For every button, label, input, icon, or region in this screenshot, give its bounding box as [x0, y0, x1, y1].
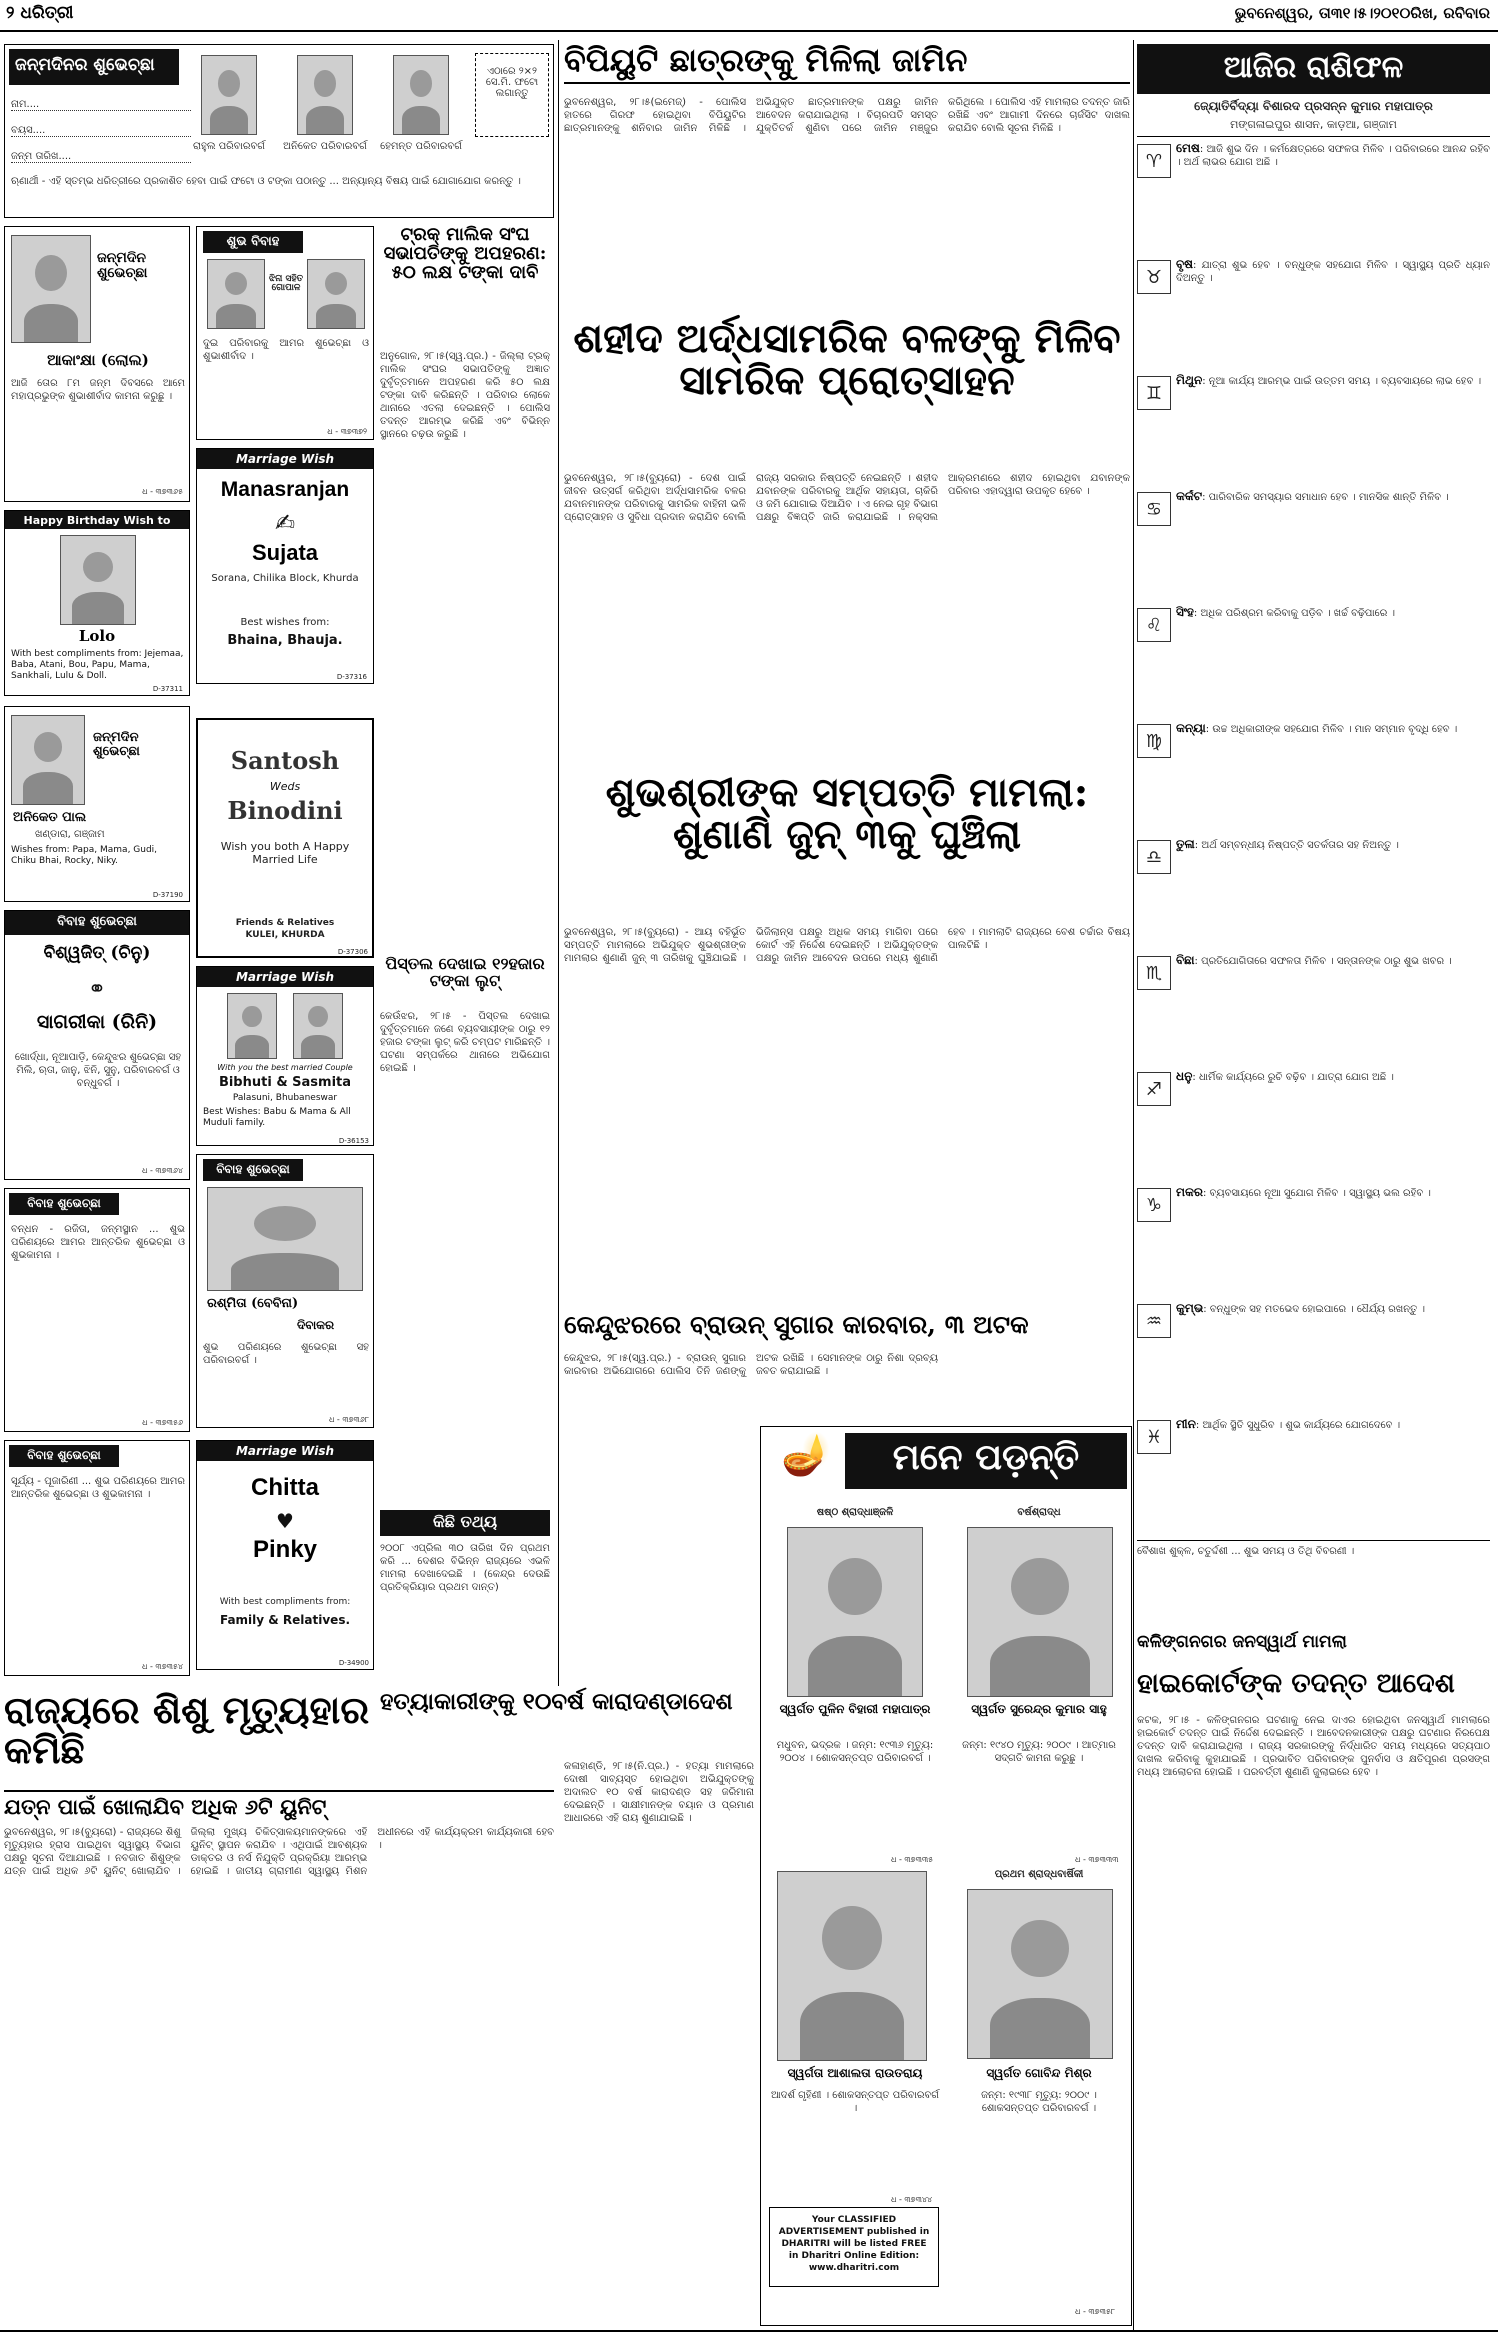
- sign-name: ତୁଳା: [1176, 838, 1195, 851]
- ad-biswajit: [4, 910, 190, 1180]
- ad-rashmita: [196, 1154, 374, 1428]
- kid-caption-2: ଅନିକେତ ପରିବାରବର୍ଗ: [283, 141, 367, 152]
- kid-caption-1: ରାହୁଲ ପରିବାରବର୍ଗ: [193, 141, 265, 152]
- sign-text: ନୂଆ କାର୍ଯ୍ୟ ଆରମ୍ଭ ପାଇଁ ଉତ୍ତମ ସମୟ । ବ୍ୟବସାୟରେ ଲାଭ ହେବ ।: [1208, 376, 1482, 387]
- chitta-from: Family & Relatives.: [219, 1613, 351, 1627]
- zodiac-icon: ♈: [1137, 144, 1171, 178]
- manas-from: Bhaina, Bhauja.: [227, 633, 343, 648]
- ad-wedding-3: [4, 1440, 190, 1676]
- murder-headline: ହତ୍ୟାକାରୀଙ୍କୁ ୧୦ବର୍ଷ କାରାଦଣ୍ଡାଦେଶ: [380, 1688, 733, 1715]
- horoscope-sign: ♑ ମକର: ବ୍ୟବସାୟରେ ନୂଆ ସୁଯୋଗ ମିଳିବ । ସ୍ୱାସ୍ଥ୍ୟ ଭଲ ରହିବ ।: [1137, 1186, 1490, 1296]
- rule-col-2: [1133, 40, 1134, 2330]
- chitta-banner: Marriage Wish: [197, 1441, 373, 1461]
- child-subhead: ଯତ୍ନ ପାଇଁ ଖୋଲାଯିବ ଅଧିକ ୬ଟି ୟୁନିଟ୍: [4, 1790, 554, 1818]
- obit-code-4: ଧ - ୩୭୩୫୮: [1075, 2307, 1116, 2316]
- wedding3-title: ବିବାହ ଶୁଭେଚ୍ଛା: [9, 1445, 119, 1467]
- shahid-headline: ଶହୀଦ ଅର୍ଦ୍ଧସାମରିକ ବଳଙ୍କୁ ମିଳିବ ସାମରିକ ପ୍ରୋତ୍ସାହନ: [573, 315, 1121, 404]
- horoscope-sign: ♈ ମେଷ: ଆଜି ଶୁଭ ଦିନ । କର୍ମକ୍ଷେତ୍ରରେ ସଫଳତା ମିଳିବ । ପରିବାରରେ ଆନନ୍ଦ ରହିବ । ଅର୍ଥ ଲାଭର ଯୋଗ ଅଛି ।: [1137, 142, 1490, 252]
- obit-label-4: ପ୍ରଥମ ଶ୍ରାଦ୍ଧବାର୍ଷିକୀ: [994, 1869, 1084, 1880]
- page-number: ୨ ଧରିତ୍ରୀ: [6, 3, 74, 23]
- page-header: [0, 0, 1498, 32]
- ad-wedding-2: [4, 1188, 190, 1432]
- bibhuti-wish: With you the best married Couple: [217, 1063, 353, 1072]
- obit-name-4: ସ୍ୱର୍ଗତ ଗୋବିନ୍ଦ ମିଶ୍ର: [986, 2066, 1092, 2080]
- facts-headline: କିଛି ତଥ୍ୟ: [380, 1510, 550, 1536]
- biswajit-body: ଖୋର୍ଦ୍ଧା, ନୂଆପାଡ଼ି, କେନ୍ଦୁଝର ଶୁଭେଚ୍ଛା ସହ ମିଲି, ଋତା, ଜାନୁ, ଝିନି, ସୁନୁ, ପରିବାରବର୍ଗ ଓ ବନ୍ଧୁବର୍ଗ ।: [14, 1052, 182, 1089]
- rashmita-body: ଶୁଭ ପରିଣୟରେ ଶୁଭେଚ୍ଛା ସହ ପରିବାରବର୍ଗ ।: [203, 1342, 369, 1366]
- shubha-title: ଶୁଭ ବିବାହ: [203, 231, 303, 253]
- horoscope-sign: ♓ ମୀନ: ଆର୍ଥିକ ସ୍ଥିତି ସୁଧୁରିବ । ଶୁଭ କାର୍ଯ୍ୟରେ ଯୋଗଦେବେ ।: [1137, 1418, 1490, 1528]
- horoscope-sign: ♊ ମିଥୁନ: ନୂଆ କାର୍ଯ୍ୟ ଆରମ୍ଭ ପାଇଁ ଉତ୍ତମ ସମୟ । ବ୍ୟବସାୟରେ ଲାଭ ହେବ ।: [1137, 374, 1490, 484]
- form-title: ଜନ୍ମଦିନର ଶୁଭେଚ୍ଛା: [9, 49, 179, 85]
- horoscope-sign: ♒ କୁମ୍ଭ: ବନ୍ଧୁଙ୍କ ସହ ମତଭେଦ ହୋଇପାରେ । ଧୈର୍ଯ୍ୟ ରଖନ୍ତୁ ।: [1137, 1302, 1490, 1412]
- diya-icon: 🪔: [781, 1432, 831, 1478]
- aniket-code: D-37190: [152, 891, 183, 899]
- horoscope-sign: ♌ ସିଂହ: ଅଧିକ ପରିଶ୍ରମ କରିବାକୁ ପଡ଼ିବ । ଖର୍ଚ୍ଚ ବଢ଼ିପାରେ ।: [1137, 606, 1490, 716]
- santosh-wish: Wish you both A Happy Married Life: [220, 840, 350, 866]
- aniket-body: Wishes from: Papa, Mama, Gudi, Chiku Bhai, Rocky, Niky.: [11, 845, 158, 866]
- obit-photo-3: [777, 1871, 927, 2061]
- sign-name: କୁମ୍ଭ: [1176, 1302, 1204, 1315]
- zodiac-icon: ♒: [1137, 1304, 1171, 1338]
- rule-col-1: [558, 40, 559, 1686]
- horoscope-sign: ♋ କର୍କଟ: ପାରିବାରିକ ସମସ୍ୟାର ସମାଧାନ ହେବ । ମାନସିକ ଶାନ୍ତି ମିଳିବ ।: [1137, 490, 1490, 600]
- biswajit-groom: ବିଶ୍ୱଜିତ୍ (ଚିନୁ): [43, 943, 151, 963]
- obit-details-4: ଜନ୍ମ: ୧୯୩୮ ମୃତ୍ୟୁ: ୨୦୦୯ । ଶୋକସନ୍ତପ୍ତ ପରିବାରବର୍ଗ ।: [981, 2090, 1097, 2114]
- obituary-title: ମନେ ପଡ଼ନ୍ତି: [845, 1433, 1127, 1489]
- shubha-weds: ଝିନା ସହିତ ଗୋପାଳ: [268, 274, 303, 294]
- aniket-photo: [11, 715, 85, 805]
- obit-code-3: ଧ - ୩୭୩୪୪: [891, 2195, 933, 2204]
- wedding2-body: ବନ୍ଧନ - ରଜିତା, ଜନ୍ମସ୍ଥାନ ... ଶୁଭ ପରିଣୟରେ ଆମର ଆନ୍ତରିକ ଶୁଭେଚ୍ଛା ଓ ଶୁଭକାମନା ।: [11, 1224, 185, 1261]
- sign-text: ଅଧିକ ପରିଶ୍ରମ କରିବାକୁ ପଡ଼ିବ । ଖର୍ଚ୍ଚ ବଢ଼ିପାରେ ।: [1200, 608, 1395, 619]
- ad-aniket: [4, 706, 190, 902]
- zodiac-icon: ♊: [1137, 376, 1171, 410]
- zodiac-icon: ♎: [1137, 840, 1171, 874]
- lolo-code: D-37311: [152, 685, 183, 693]
- obit-details-2: ଜନ୍ମ: ୧୯୪୦ ମୃତ୍ୟୁ: ୨୦୦୯ । ଆତ୍ମାର ସଦ୍ଗତି କାମନା କରୁଛୁ ।: [962, 1740, 1116, 1764]
- sign-name: ମେଷ: [1176, 142, 1200, 155]
- horoscope-sign: ♍ କନ୍ୟା: ଉଚ୍ଚ ଅଧିକାରୀଙ୍କ ସହଯୋଗ ମିଳିବ । ମାନ ସମ୍ମାନ ବୃଦ୍ଧି ହେବ ।: [1137, 722, 1490, 832]
- sign-text: ଯାତ୍ରା ଶୁଭ ହେବ । ବନ୍ଧୁଙ୍କ ସହଯୋଗ ମିଳିବ । ସ୍ୱାସ୍ଥ୍ୟ ପ୍ରତି ଧ୍ୟାନ ଦିଅନ୍ତୁ ।: [1176, 260, 1490, 284]
- couple-icon: ♥: [276, 1509, 294, 1533]
- sign-text: ଉଚ୍ଚ ଅଧିକାରୀଙ୍କ ସହଯୋଗ ମିଳିବ । ମାନ ସମ୍ମାନ ବୃଦ୍ଧି ହେବ ।: [1212, 724, 1458, 735]
- akanksha-title: ଜନ୍ମଦିନ ଶୁଭେଚ୍ଛା: [97, 250, 148, 281]
- shubhashree-body: ଭୁବନେଶ୍ୱର, ୨୮।୫(ବ୍ୟୁରୋ) - ଆୟ ବହିର୍ଭୂତ ସମ୍ପତ୍ତି ମାମଲାରେ ଅଭିଯୁକ୍ତ ଶୁଭଶ୍ରୀଙ୍କ ମାମଲାର ଶୁଣାଣି ଜୁନ୍ ୩ ତାରିଖକୁ ଘୁଞ୍ଚିଯାଇଛି । ଭିଜିଲାନ୍ସ ପକ୍ଷରୁ ଅଧିକ ସମୟ ମାଗିବା ପରେ କୋର୍ଟ ଏହି ନିର୍ଦ୍ଦେଶ ଦେଇଛନ୍ତି । ଅଭିଯୁକ୍ତଙ୍କ ପକ୍ଷରୁ ଜାମିନ ଆବେଦନ ଉପରେ ମଧ୍ୟ ଶୁଣାଣି ହେବ । ମାମଲାଟି ରାଜ୍ୟରେ ବେଶ ଚର୍ଚ୍ଚାର ବିଷୟ ପାଲଟିଛି ।: [564, 927, 1130, 964]
- obit-photo-2: [967, 1527, 1113, 1697]
- sign-text: ବ୍ୟବସାୟରେ ନୂଆ ସୁଯୋଗ ମିଳିବ । ସ୍ୱାସ୍ଥ୍ୟ ଭଲ ରହିବ ।: [1209, 1188, 1431, 1199]
- santosh-code: D-37306: [337, 948, 368, 956]
- kid-photo-2: [297, 55, 353, 135]
- sign-name: ସିଂହ: [1176, 606, 1194, 619]
- santosh-groom: Santosh: [230, 746, 340, 775]
- biswajit-bride: ସାଗରୀକା (ରିନି): [36, 1011, 158, 1033]
- rashmita-code: ଧ - ୩୭୩୬୮: [328, 1415, 369, 1424]
- handshake-icon: ✍: [274, 509, 296, 537]
- obit-code-2: ଧ - ୩୭୩୩୩: [1075, 1855, 1119, 1864]
- chitta-from-label: With best compliments from:: [219, 1597, 351, 1607]
- hc-body: କଟକ, ୨୮।୫ - କଳିଙ୍ଗନଗର ଘଟଣାକୁ ନେଇ ଦାଏର ହୋଇଥିବା ଜନସ୍ୱାର୍ଥ ମାମଲାରେ ହାଇକୋର୍ଟ ତଦନ୍ତ ପାଇଁ ନିର୍ଦ୍ଦେଶ ଦେଇଛନ୍ତି । ଆବେଦନକାରୀଙ୍କ ପକ୍ଷରୁ ଘଟଣାର ନିରପେକ୍ଷ ତଦନ୍ତ ଦାବି କରାଯାଇଥିଲା । ରାଜ୍ୟ ସରକାରଙ୍କୁ ନିର୍ଦ୍ଧାରିତ ସମୟ ମଧ୍ୟରେ ସତ୍ୟପାଠ ଦାଖଲ କରିବାକୁ କୁହାଯାଇଛି । ପ୍ରଭାବିତ ପରିବାରଙ୍କ ପୁନର୍ବାସ ଓ କ୍ଷତିପୂରଣ ପ୍ରସଙ୍ଗ ମଧ୍ୟ ଆଲୋଚନା ହୋଇଛି । ପରବର୍ତ୍ତୀ ଶୁଣାଣି ଜୁଲାଇରେ ହେବ ।: [1137, 1715, 1490, 1778]
- ad-santosh: [196, 718, 374, 958]
- rashmita-couple-photo: [207, 1187, 363, 1291]
- child-headline: ରାଜ୍ୟରେ ଶିଶୁ ମୃତ୍ୟୁହାର କମିଛି: [4, 1687, 370, 1772]
- sign-name: ବିଛା: [1176, 954, 1195, 967]
- sign-text: ବନ୍ଧୁଙ୍କ ସହ ମତଭେଦ ହୋଇପାରେ । ଧୈର୍ଯ୍ୟ ରଖନ୍ତୁ ।: [1209, 1304, 1425, 1315]
- keonjhar-headline: କେନ୍ଦୁଝରରେ ବ୍ରାଉନ୍ ସୁଗାର କାରବାର, ୩ ଅଟକ: [564, 1310, 1029, 1339]
- bput-body: ଭୁବନେଶ୍ୱର, ୨୮।୫(ଇମେଜ୍) - ପୋଲିସ ହାତରେ ଗିରଫ ହୋଇଥିବା ବିପିୟୁଟିର ଛାତ୍ରମାନଙ୍କୁ ଶନିବାର ଜାମିନ ମିଳିଛି । ଅଭିଯୁକ୍ତ ଛାତ୍ରମାନଙ୍କ ପକ୍ଷରୁ ଜାମିନ ଆବେଦନ କରାଯାଇଥିଲା । ବିଚାରପତି ସମସ୍ତ ଯୁକ୍ତିତର୍କ ଶୁଣିବା ପରେ ଜାମିନ ମଞ୍ଜୁର କରିଥିଲେ । ପୋଲିସ ଏହି ମାମଲାର ତଦନ୍ତ ଜାରି ରଖିଛି ଏବଂ ଆଗାମୀ ଦିନରେ ଚାର୍ଜସିଟ ଦାଖଲ କରାଯିବ ବୋଲି ସୂଚନା ମିଳିଛି ।: [564, 97, 1130, 134]
- sign-name: କନ୍ୟା: [1176, 722, 1206, 735]
- zodiac-icon: ♓: [1137, 1420, 1171, 1454]
- obit-label-2: ବର୍ଷଶ୍ରାଦ୍ଧ: [1017, 1507, 1061, 1518]
- sign-text: ଆର୍ଥିକ ସ୍ଥିତି ସୁଧୁରିବ । ଶୁଭ କାର୍ଯ୍ୟରେ ଯୋଗଦେବେ ।: [1202, 1420, 1401, 1431]
- shubha-code: ଧ - ୩୭୩୭୨: [327, 427, 367, 436]
- kid-photo-1: [201, 55, 257, 135]
- obit-details-3: ଆଦର୍ଶ ଗୃହିଣୀ । ଶୋକସନ୍ତପ୍ତ ପରିବାରବର୍ଗ ।: [771, 2090, 939, 2114]
- horoscope-sign: ♏ ବିଛା: ପ୍ରତିଯୋଗିତାରେ ସଫଳତା ମିଳିବ । ସନ୍ତାନଙ୍କ ଠାରୁ ଶୁଭ ଖବର ।: [1137, 954, 1490, 1064]
- obit-name-3: ସ୍ୱର୍ଗତା ଆଶାଲତା ରାଉତରାୟ: [787, 2066, 923, 2080]
- ad-lolo: [4, 510, 190, 696]
- lolo-body: With best compliments from: Jejemaa, Baba, Atani, Bou, Papu, Mama, Sankhali, Lulu & Doll.: [11, 649, 184, 681]
- zodiac-icon: ♍: [1137, 724, 1171, 758]
- sign-text: ଅର୍ଥ ସମ୍ବନ୍ଧୀୟ ନିଷ୍ପତ୍ତି ସତର୍କତାର ସହ ନିଅନ୍ତୁ ।: [1201, 840, 1399, 851]
- shubhashree-headline: ଶୁଭଶ୍ରୀଙ୍କ ସମ୍ପତ୍ତି ମାମଲା: ଶୁଣାଣି ଜୁନ୍ ୩କୁ ଘୁଞ୍ଚିଲା: [605, 769, 1089, 858]
- obit-label-1: ଷଷ୍ଠ ଶ୍ରାଦ୍ଧାଞ୍ଜଳି: [816, 1507, 894, 1518]
- zodiac-icon: ♋: [1137, 492, 1171, 526]
- hc-headline: ହାଇକୋର୍ଟଙ୍କ ତଦନ୍ତ ଆଦେଶ: [1137, 1668, 1455, 1699]
- wedding3-body: ସୂର୍ଯ୍ୟ - ପୂଜାରିଣୀ ... ଶୁଭ ପରିଣୟରେ ଆମର ଆନ୍ତରିକ ଶୁଭେଚ୍ଛା ଓ ଶୁଭକାମନା ।: [11, 1476, 185, 1500]
- zodiac-icon: ♐: [1137, 1072, 1171, 1106]
- akanksha-name: ଆକାଂକ୍ଷା (ଲୋଲ): [47, 351, 149, 369]
- santosh-from: Friends & Relatives: [235, 918, 335, 928]
- photo-placeholder: ଏଠାରେ ୨×୨ ସେ.ମି. ଫଟୋ ଲଗାନ୍ତୁ: [475, 53, 549, 137]
- manas-banner: Marriage Wish: [197, 449, 373, 469]
- lolo-banner: Happy Birthday Wish to: [5, 511, 189, 529]
- facts-body: ୨୦୦୮ ଏପ୍ରିଲ ୩୦ ତାରିଖ ଦିନ ପ୍ରଥମ କରି ... ଦେଶର ବିଭିନ୍ନ ରାଜ୍ୟରେ ଏଭଳି ମାମଲା ଦେଖାଦେଇଛି । (କେନ୍ଦ୍ର ଦେଉଛି ପ୍ରତିକ୍ରିୟାର ପ୍ରଥମ ଦାନ୍ତ): [380, 1543, 550, 1593]
- aniket-title: ଜନ୍ମଦିନ ଶୁଭେଚ୍ଛା: [93, 730, 140, 759]
- zodiac-icon: ♑: [1137, 1188, 1171, 1222]
- bibhuti-photo: [227, 993, 277, 1059]
- murder-body: କଳାହାଣ୍ଡି, ୨୮।୫(ନି.ପ୍ର.) - ହତ୍ୟା ମାମଲାରେ ଦୋଷୀ ସାବ୍ୟସ୍ତ ହୋଇଥିବା ଅଭିଯୁକ୍ତଙ୍କୁ ଅଦାଲତ ୧୦ ବର୍ଷ କାରାଦଣ୍ଡ ସହ ଜରିମାନା ଦେଇଛନ୍ତି । ସାକ୍ଷୀମାନଙ୍କ ବୟାନ ଓ ପ୍ରମାଣ ଆଧାରରେ ଏହି ରାୟ ଶୁଣାଯାଇଛି ।: [564, 1761, 754, 1824]
- sign-name: କର୍କଟ: [1176, 490, 1203, 503]
- ad-akanksha: [4, 226, 190, 502]
- sign-text: ଧାର୍ମିକ କାର୍ଯ୍ୟରେ ରୁଚି ବଢ଼ିବ । ଯାତ୍ରା ଯୋଗ ଅଛି ।: [1198, 1072, 1394, 1083]
- obit-photo-4: [967, 1889, 1113, 2059]
- lolo-name: Lolo: [78, 627, 116, 645]
- akanksha-photo: [11, 235, 91, 343]
- biswajit-title: ବିବାହ ଶୁଭେଚ୍ଛା: [5, 911, 189, 935]
- horoscope-sign: ♉ ବୃଷ: ଯାତ୍ରା ଶୁଭ ହେବ । ବନ୍ଧୁଙ୍କ ସହଯୋଗ ମିଳିବ । ସ୍ୱାସ୍ଥ୍ୟ ପ୍ରତି ଧ୍ୟାନ ଦିଅନ୍ତୁ ।: [1137, 258, 1490, 368]
- child-body: ଭୁବନେଶ୍ୱର, ୨୮।୫(ବ୍ୟୁରୋ) - ରାଜ୍ୟରେ ଶିଶୁ ମୃତ୍ୟୁହାର ହ୍ରାସ ପାଇଥିବା ସ୍ୱାସ୍ଥ୍ୟ ବିଭାଗ ପକ୍ଷରୁ ସୂଚନା ଦିଆଯାଇଛି । ନବଜାତ ଶିଶୁଙ୍କ ଯତ୍ନ ପାଇଁ ଅଧିକ ୬ଟି ୟୁନିଟ୍ ଖୋଲାଯିବ । ଜିଲ୍ଲା ମୁଖ୍ୟ ଚିକିତ୍ସାଳୟମାନଙ୍କରେ ଏହି ୟୁନିଟ୍ ସ୍ଥାପନ କରାଯିବ । ଏଥିପାଇଁ ଆବଶ୍ୟକ ଡାକ୍ତର ଓ ନର୍ସ ନିଯୁକ୍ତି ପ୍ରକ୍ରିୟା ଆରମ୍ଭ ହୋଇଛି । ଜାତୀୟ ଗ୍ରାମୀଣ ସ୍ୱାସ୍ଥ୍ୟ ମିଶନ ଅଧୀନରେ ଏହି କାର୍ଯ୍ୟକ୍ରମ କାର୍ଯ୍ୟକାରୀ ହେବ ।: [4, 1827, 554, 1877]
- form-field-name: ନାମ....: [11, 99, 191, 111]
- aniket-name: ଅନିକେତ ପାଲ: [13, 810, 87, 825]
- truck-headline: ଟ୍ରକ୍ ମାଲିକ ସଂଘ ସଭାପତିଙ୍କୁ ଅପହରଣ: ୫୦ ଲକ୍ଷ ଟଙ୍କା ଦାବି: [383, 224, 547, 283]
- horoscope-sign: ♎ ତୁଳା: ଅର୍ଥ ସମ୍ବନ୍ଧୀୟ ନିଷ୍ପତ୍ତି ସତର୍କତାର ସହ ନିଅନ୍ତୁ ।: [1137, 838, 1490, 948]
- form-field-dob: ଜନ୍ମ ତାରିଖ....: [11, 151, 191, 163]
- keonjhar-body: କେନ୍ଦୁଝର, ୨୮।୫(ସ୍ୱ.ପ୍ର.) - ବ୍ରାଉନ୍ ସୁଗାର କାରବାର ଅଭିଯୋଗରେ ପୋଲିସ ତିନି ଜଣଙ୍କୁ ଅଟକ ରଖିଛି । ସେମାନଙ୍କ ଠାରୁ ନିଶା ଦ୍ରବ୍ୟ ଜବତ କରାଯାଇଛି ।: [564, 1353, 938, 1377]
- horoscope-byline-2: ମଙ୍ଗଳାଇପୁର ଶାସନ, କାଡ଼ଆ, ଗଞ୍ଜାମ: [1137, 118, 1490, 137]
- zodiac-icon: ♉: [1137, 260, 1171, 294]
- aniket-sub: ଖଣ୍ଡାରା, ଗଞ୍ଜାମ: [35, 829, 105, 840]
- bibhuti-from: Best Wishes: Babu & Mama & All Muduli family.: [203, 1107, 351, 1128]
- dateline: ଭୁବନେଶ୍ୱର, ତା୩୧।୫।୨୦୧୦ରିଖ, ରବିବାର: [1234, 4, 1490, 22]
- akanksha-code: ଧ - ୩୭୩୬୫: [142, 487, 183, 496]
- biswajit-code: ଧ - ୩୭୩୬୪: [141, 1166, 183, 1175]
- kid-caption-3: ହେମନ୍ତ ପରିବାରବର୍ଗ: [380, 141, 462, 152]
- obituary-block: [760, 1426, 1132, 2326]
- rashmita-groom: ଦିବାକର: [297, 1318, 335, 1332]
- santosh-bride: Binodini: [227, 796, 343, 825]
- kid-photo-3: [393, 55, 449, 135]
- santosh-weds: Weds: [269, 780, 301, 793]
- manas-bride: Sujata: [251, 540, 319, 565]
- zodiac-icon: ♏: [1137, 956, 1171, 990]
- sasmita-photo: [293, 993, 343, 1059]
- form-field-age: ବୟସ....: [11, 125, 191, 137]
- horoscope-footer: ବୈଶାଖ ଶୁକ୍ଳ, ଚତୁର୍ଦ୍ଦଶୀ ... ଶୁଭ ସମୟ ଓ ତିଥି ବିବରଣୀ ।: [1137, 1540, 1490, 1620]
- chitta-code: D-34900: [338, 1659, 369, 1667]
- shubha-body: ଦୁଇ ପରିବାରକୁ ଆମର ଶୁଭେଚ୍ଛା ଓ ଶୁଭାଶୀର୍ବାଦ ।: [203, 338, 369, 362]
- shahid-body: ଭୁବନେଶ୍ୱର, ୨୮।୫(ବ୍ୟୁରୋ) - ଦେଶ ପାଇଁ ଜୀବନ ଉତ୍ସର୍ଗ କରିଥିବା ଅର୍ଦ୍ଧସାମରିକ ବଳର ଯବାନମାନଙ୍କ ପରିବାରକୁ ସାମରିକ ବାହିନୀ ଭଳି ପ୍ରୋତ୍ସାହନ ଓ ସୁବିଧା ପ୍ରଦାନ କରାଯିବ ବୋଲି ରାଜ୍ୟ ସରକାର ନିଷ୍ପତ୍ତି ନେଇଛନ୍ତି । ଶହୀଦ ଯବାନଙ୍କ ପରିବାରକୁ ଆର୍ଥିକ ସହାୟତା, ଚାକିରି ଓ ଜମି ଯୋଗାଇ ଦିଆଯିବ । ଏ ନେଇ ଗୃହ ବିଭାଗ ପକ୍ଷରୁ ବିଜ୍ଞପ୍ତି ଜାରି କରାଯାଇଛି । ନକ୍ସଲ ଆକ୍ରମଣରେ ଶହୀଦ ହୋଇଥିବା ଯବାନଙ୍କ ପରିବାର ଏହାଦ୍ୱାରା ଉପକୃତ ହେବେ ।: [564, 473, 1130, 523]
- akanksha-body: ଆଜି ତୋର ୮ମ ଜନ୍ମ ଦିବସରେ ଆମେ ମହାପ୍ରଭୁଙ୍କ ଶୁଭାଶୀର୍ବାଦ କାମନା କରୁଛୁ ।: [11, 378, 185, 402]
- bibhuti-names: Bibhuti & Sasmita: [218, 1075, 352, 1090]
- zodiac-icon: ♌: [1137, 608, 1171, 642]
- birthday-form: [4, 44, 554, 218]
- horoscope-byline-1: ଜ୍ୟୋତିର୍ବିଦ୍ୟା ବିଶାରଦ ପ୍ରସନ୍ନ କୁମାର ମହାପାତ୍ର: [1194, 99, 1433, 113]
- sign-name: ମିଥୁନ: [1176, 374, 1203, 387]
- obit-code-1: ଧ - ୩୭୩୩୫: [891, 1855, 934, 1864]
- ad-chitta: [196, 1440, 374, 1670]
- ad-bibhuti: [196, 966, 374, 1146]
- manas-groom: Manasranjan: [220, 478, 350, 501]
- obit-photo-1: [787, 1527, 923, 1697]
- pistol-body: କେଉଁଝର, ୨୮।୫ - ପିସ୍ତଲ ଦେଖାଇ ଦୁର୍ବୃତ୍ତମାନେ ଜଣେ ବ୍ୟବସାୟୀଙ୍କ ଠାରୁ ୧୨ ହଜାର ଟଙ୍କା ଲୁଟ୍ କରି ଚମ୍ପଟ ମାରିଛନ୍ତି । ଘଟଣା ସମ୍ପର୍କରେ ଥାନାରେ ଅଭିଯୋଗ ହୋଇଛି ।: [380, 1011, 550, 1074]
- sign-text: ପାରିବାରିକ ସମସ୍ୟାର ସମାଧାନ ହେବ । ମାନସିକ ଶାନ୍ତି ମିଳିବ ।: [1208, 492, 1449, 503]
- horoscope-title: ଆଜିର ରାଶିଫଳ: [1137, 44, 1490, 94]
- sign-name: ବୃଷ: [1176, 258, 1194, 271]
- santosh-place: KULEI, KHURDA: [245, 930, 325, 940]
- obit-name-2: ସ୍ୱର୍ଗତ ସୁରେନ୍ଦ୍ର କୁମାର ସାହୁ: [971, 1702, 1107, 1716]
- truck-body: ଅନୁଗୋଳ, ୨୮।୫(ସ୍ୱ.ପ୍ର.) - ଜିଲ୍ଲା ଟ୍ରକ୍ ମାଲିକ ସଂଘର ସଭାପତିଙ୍କୁ ଅଜ୍ଞାତ ଦୁର୍ବୃତ୍ତମାନେ ଅପହରଣ କରି ୫୦ ଲକ୍ଷ ଟଙ୍କା ଦାବି କରିଛନ୍ତି । ପରିବାର ଲୋକେ ଥାନାରେ ଏତଲା ଦେଇଛନ୍ତି । ପୋଲିସ ତଦନ୍ତ ଆରମ୍ଭ କରିଛି ଏବଂ ବିଭିନ୍ନ ସ୍ଥାନରେ ଚଢ଼ଉ କରୁଛି ।: [380, 351, 550, 440]
- manas-code: D-37316: [336, 673, 367, 681]
- sign-name: ମୀନ: [1176, 1418, 1196, 1431]
- wedding2-title: ବିବାହ ଶୁଭେଚ୍ଛା: [9, 1193, 119, 1215]
- form-note: ଋଣାର୍ଥୀ - ଏହି ସ୍ତମ୍ଭ ଧରିତ୍ରୀରେ ପ୍ରକାଶିତ ହେବା ପାଇଁ ଫଟୋ ଓ ଟଙ୍କା ପଠାନ୍ତୁ ... ଅନ୍ୟାନ୍ୟ ବିଷୟ ପାଇଁ ଯୋଗାଯୋଗ କରନ୍ତୁ ।: [11, 176, 521, 187]
- wedding3-code: ଧ - ୩୭୩୫୪: [142, 1662, 183, 1671]
- bput-headline: ବିପିୟୁଟି ଛାତ୍ରଙ୍କୁ ମିଳିଲା ଜାମିନ: [564, 44, 1130, 84]
- lolo-photo: [60, 535, 136, 625]
- manas-from-label: Best wishes from:: [240, 617, 330, 628]
- obit-name-1: ସ୍ୱର୍ଗତ ପୁଳିନ ବିହାରୀ ମହାପାତ୍ର: [779, 1702, 931, 1716]
- bibhuti-banner: Marriage Wish: [197, 967, 373, 987]
- ad-manasranjan: [196, 448, 374, 684]
- sign-text: ଆଜି ଶୁଭ ଦିନ । କର୍ମକ୍ଷେତ୍ରରେ ସଫଳତା ମିଳିବ । ପରିବାରରେ ଆନନ୍ଦ ରହିବ । ଅର୍ଥ ଲାଭର ଯୋଗ ଅଛି ।: [1176, 144, 1490, 168]
- sign-name: ମକର: [1176, 1186, 1203, 1199]
- bibhuti-place: Palasuni, Bhubaneswar: [232, 1093, 338, 1103]
- wedding2-code: ଧ - ୩୭୩୫୬: [142, 1418, 183, 1427]
- hc-kicker: କଳିଙ୍ଗନଗର ଜନସ୍ୱାର୍ଥ ମାମଲା: [1137, 1632, 1347, 1652]
- rashmita-title: ବିବାହ ଶୁଭେଚ୍ଛା: [203, 1159, 303, 1181]
- obit-details-1: ମଧୁବନ, ଭଦ୍ରକ । ଜନ୍ମ: ୧୯୩୬ ମୃତ୍ୟୁ: ୨୦୦୪ । ଶୋକସନ୍ତପ୍ତ ପରିବାରବର୍ଗ ।: [776, 1740, 934, 1764]
- rashmita-bride: ରଶ୍ମିତା (ବେବିନା): [207, 1296, 299, 1311]
- sign-text: ପ୍ରତିଯୋଗିତାରେ ସଫଳତା ମିଳିବ । ସନ୍ତାନଙ୍କ ଠାରୁ ଶୁଭ ଖବର ।: [1201, 956, 1452, 967]
- pistol-headline: ପିସ୍ତଲ ଦେଖାଇ ୧୨ହଜାର ଟଙ୍କା ଲୁଟ୍: [385, 954, 545, 990]
- horoscope-sign: ♐ ଧନୁ: ଧାର୍ମିକ କାର୍ଯ୍ୟରେ ରୁଚି ବଢ଼ିବ । ଯାତ୍ରା ଯୋଗ ଅଛି ।: [1137, 1070, 1490, 1180]
- chitta-groom: Chitta: [251, 1474, 319, 1501]
- manas-place: Sorana, Chilika Block, Khurda: [211, 573, 359, 584]
- sign-name: ଧନୁ: [1176, 1070, 1193, 1083]
- rule-bottom: [0, 2330, 1498, 2332]
- chitta-bride: Pinky: [252, 1536, 318, 1563]
- shubha-groom-photo: [307, 259, 365, 329]
- ad-shubha-bibaha: [196, 226, 374, 440]
- bibhuti-code: D-36153: [338, 1137, 369, 1145]
- classified-note: Your CLASSIFIED ADVERTISEMENT published in DHARITRI will be listed FREE in Dharitri Online Edition: www.dharitri.com: [769, 2207, 939, 2287]
- rings-icon: ⚭: [87, 977, 107, 1002]
- shubha-bride-photo: [207, 259, 265, 329]
